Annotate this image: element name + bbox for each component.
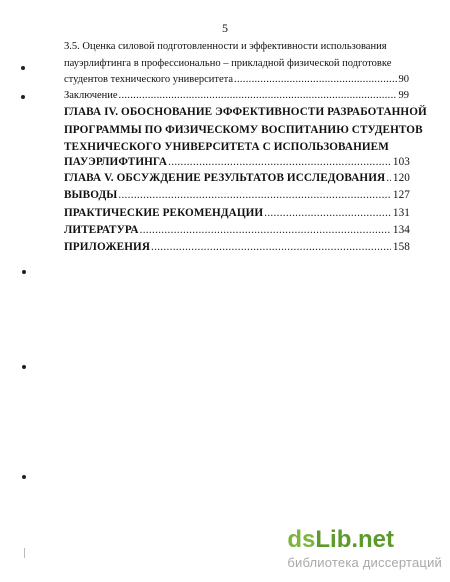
toc-entry-literature (64, 224, 410, 236)
toc-entry-3-5-line3 (64, 74, 409, 85)
dot-leader (168, 156, 391, 168)
toc-page-number: 127 (392, 189, 410, 201)
page-number: 5 (222, 21, 228, 35)
toc-entry-label: студентов технического университета (64, 74, 234, 85)
binding-mark (22, 475, 26, 479)
toc-entry-chapter4-line2: ПРОГРАММЫ ПО ФИЗИЧЕСКОМУ ВОСПИТАНИЮ СТУДЕНТОВ (64, 124, 423, 136)
binding-mark (21, 95, 25, 99)
margin-tick (24, 548, 25, 558)
dslib-subtitle: библиотека диссертаций (287, 555, 442, 570)
dot-leader (151, 241, 391, 253)
binding-mark (22, 365, 26, 369)
dslib-watermark[interactable] (287, 528, 442, 570)
binding-mark (22, 270, 26, 274)
dot-leader (264, 207, 391, 219)
toc-entry-chapter4-line1: ГЛАВА IV. ОБОСНОВАНИЕ ЭФФЕКТИВНОСТИ РАЗРАБОТАННОЙ (64, 106, 427, 118)
toc-entry-label: Заключение (64, 90, 118, 101)
binding-mark (21, 66, 25, 70)
toc-entry-conclusions (64, 189, 410, 201)
toc-entry-conclusion (64, 90, 409, 101)
toc-entry-chapter5 (64, 172, 410, 184)
toc-entry-label: ЛИТЕРАТУРА (64, 224, 139, 236)
dot-leader (234, 74, 396, 85)
toc-entry-3-5-line2: пауэрлифтинга в профессионально – прикладной физической подготовке (64, 58, 392, 69)
toc-entry-appendices (64, 241, 410, 253)
dot-leader (118, 189, 391, 201)
toc-page-number: 134 (392, 224, 410, 236)
dslib-logo: dsLib.net (287, 526, 395, 553)
toc-entry-label: ПАУЭРЛИФТИНГА (64, 156, 168, 168)
toc-entry-label: ПРИЛОЖЕНИЯ (64, 241, 151, 253)
toc-page-number: 103 (392, 156, 410, 168)
toc-entry-label: ГЛАВА V. ОБСУЖДЕНИЕ РЕЗУЛЬТАТОВ ИССЛЕДОВАНИЯ (64, 172, 386, 184)
toc-entry-chapter4-line4 (64, 156, 410, 168)
toc-entry-label: ВЫВОДЫ (64, 189, 118, 201)
dot-leader (140, 224, 391, 236)
toc-page-number: 131 (392, 207, 410, 219)
toc-entry-chapter4-line3: ТЕХНИЧЕСКОГО УНИВЕРСИТЕТА С ИСПОЛЬЗОВАНИЕМ (64, 141, 389, 153)
dot-leader (386, 172, 391, 184)
dot-leader (119, 90, 397, 101)
toc-page-number: 158 (392, 241, 410, 253)
toc-page-number: 90 (398, 74, 409, 85)
toc-entry-recommendations (64, 207, 410, 219)
toc-page-number: 120 (392, 172, 410, 184)
toc-entry-label: ПРАКТИЧЕСКИЕ РЕКОМЕНДАЦИИ (64, 207, 264, 219)
toc-entry-3-5-line1: 3.5. Оценка силовой подготовленности и эффективности использования (64, 41, 387, 52)
toc-page-number: 99 (398, 90, 409, 101)
